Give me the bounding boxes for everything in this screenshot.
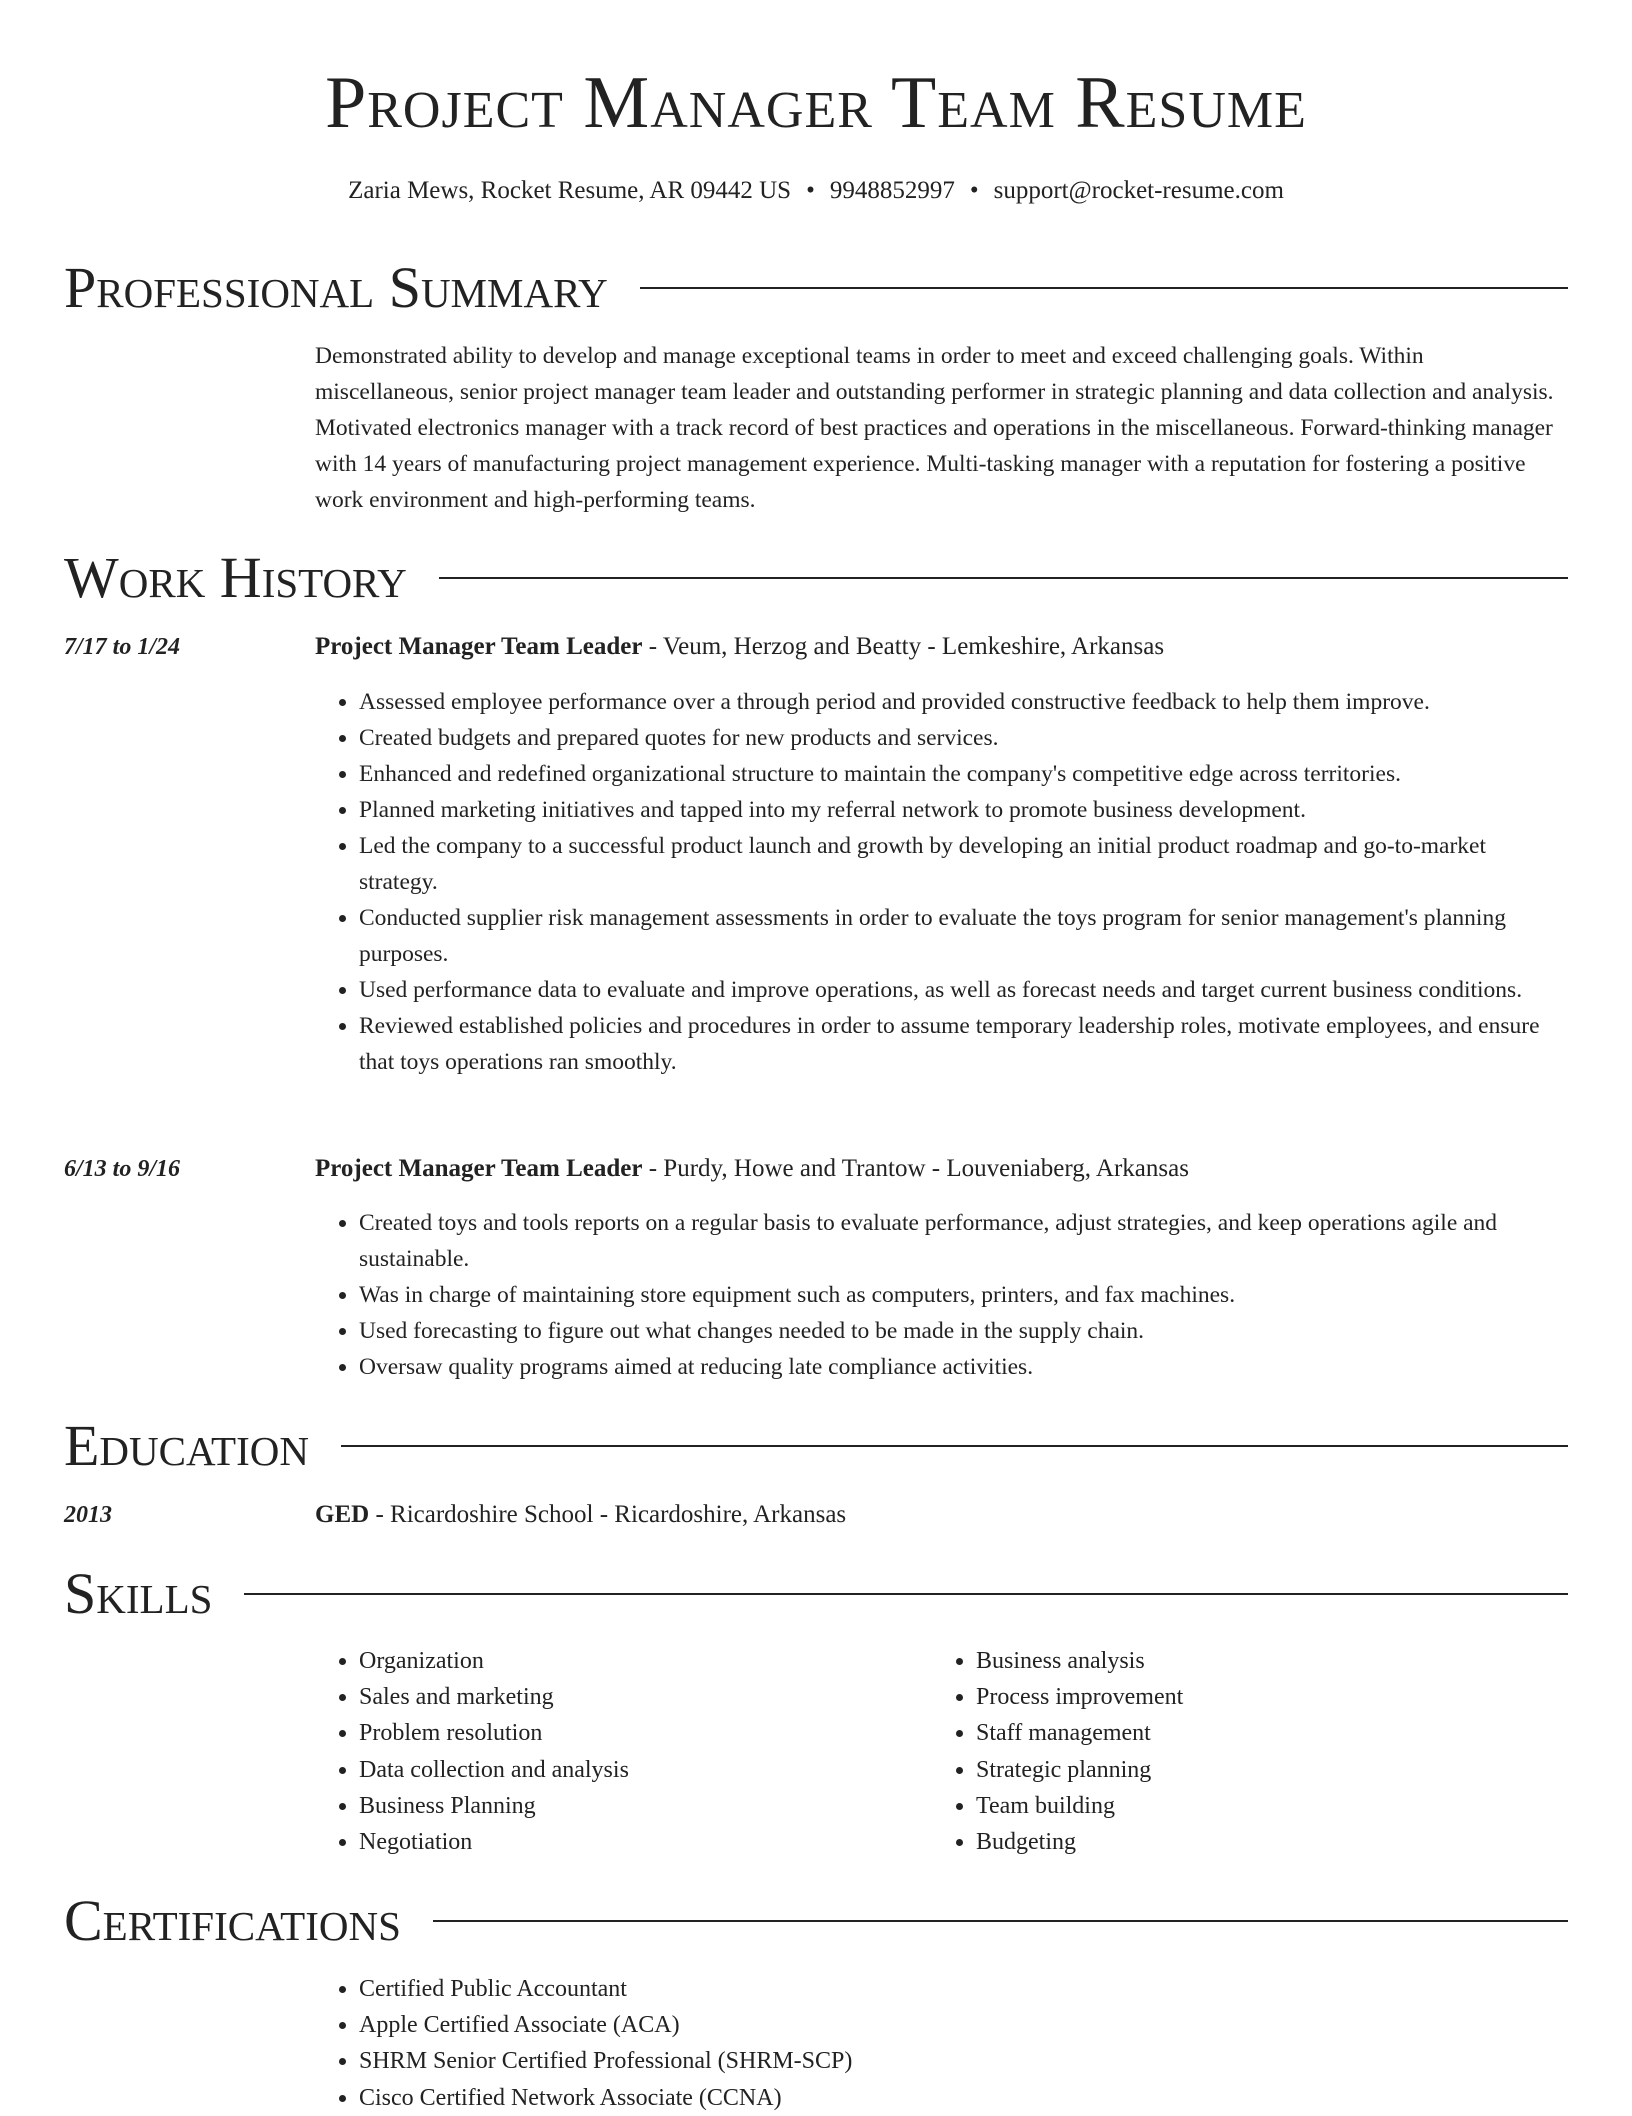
- job-dates: 7/17 to 1/24: [64, 634, 181, 660]
- skill-item: • Budgeting: [976, 1824, 1492, 1860]
- section-heading: Skills: [64, 1561, 213, 1626]
- skill-item: • Sales and marketing: [359, 1679, 875, 1715]
- list-item: • Used performance data to evaluate and improve operations, as well as forecast needs and target current business conditions.: [359, 972, 1560, 1008]
- list-item: • Enhanced and redefined organizational structure to maintain the company's competitive edge across territories.: [359, 756, 1560, 792]
- section-heading: Education: [64, 1413, 309, 1478]
- skill-item: • Organization: [359, 1643, 875, 1679]
- list-item: • Created budgets and prepared quotes for new products and services.: [359, 720, 1560, 756]
- skill-item: • Staff management: [976, 1715, 1492, 1751]
- contact-separator: •: [969, 177, 979, 204]
- contact-line: [0, 174, 1632, 208]
- summary-text: Demonstrated ability to develop and manage exceptional teams in order to meet and exceed challenging goals. Within miscellaneous, senior project manager team leader and outstanding performer in strategic planning and data collection and analysis. Motivated electronics manager with a track record of best practices and operations in the miscellaneous. Forward-thinking manager with 14 years of manufacturing project management experience. Multi-tasking manager with a reputation for fostering a positive work environment and high-performing teams.: [315, 343, 1554, 513]
- education-line: [315, 1497, 1575, 1533]
- skill-item: • Data collection and analysis: [359, 1752, 875, 1788]
- section-professional-summary: [64, 253, 1568, 323]
- section-divider: [341, 1445, 1568, 1447]
- certification-item: • SHRM Senior Certified Professional (SHRM-SCP): [359, 2043, 1315, 2079]
- list-item: • Created toys and tools reports on a regular basis to evaluate performance, adjust strategies, and keep operations agile and sustainable.: [359, 1205, 1560, 1277]
- section-divider: [439, 577, 1568, 579]
- job-title: Project Manager Team Leader: [315, 633, 643, 660]
- skill-item: • Business analysis: [976, 1643, 1492, 1679]
- section-skills: [64, 1559, 1568, 1629]
- skill-item: • Team building: [976, 1788, 1492, 1824]
- certification-item: • Apple Certified Associate (ACA): [359, 2007, 1315, 2043]
- contact-address: Zaria Mews, Rocket Resume, AR 09442 US: [348, 177, 792, 204]
- section-heading: Work History: [64, 545, 407, 610]
- job-bullets: [315, 684, 1560, 1080]
- contact-separator: •: [806, 177, 815, 204]
- certification-item: • Cisco Certified Network Associate (CCNA): [359, 2080, 1315, 2116]
- list-item: • Assessed employee performance over a through period and provided constructive feedback to help them improve.: [359, 684, 1560, 720]
- list-item: • Conducted supplier risk management assessments in order to evaluate the toys program for senior management's planning purposes.: [359, 900, 1560, 972]
- education-school: - Ricardoshire School - Ricardoshire, Arkansas: [369, 1501, 847, 1528]
- skill-item: • Strategic planning: [976, 1752, 1492, 1788]
- education-year: 2013: [64, 1502, 112, 1528]
- list-item: • Planned marketing initiatives and tapped into my referral network to promote business development.: [359, 792, 1560, 828]
- section-divider: [244, 1593, 1568, 1595]
- section-divider: [640, 287, 1568, 289]
- job-title-line: [315, 1151, 1575, 1187]
- certification-item: • Certified Public Accountant: [359, 1971, 1315, 2007]
- section-heading: Professional Summary: [64, 255, 608, 320]
- resume-title: Project Manager Team Resume: [325, 62, 1307, 144]
- skill-item: • Problem resolution: [359, 1715, 875, 1751]
- job-dates: 6/13 to 9/16: [64, 1156, 181, 1182]
- contact-email: support@rocket-resume.com: [993, 177, 1284, 204]
- job-employer: - Veum, Herzog and Beatty - Lemkeshire, Arkansas: [642, 633, 1165, 660]
- skill-item: • Business Planning: [359, 1788, 875, 1824]
- list-item: • Used forecasting to figure out what changes needed to be made in the supply chain.: [359, 1313, 1560, 1349]
- section-divider: [433, 1920, 1568, 1922]
- section-education: [64, 1411, 1568, 1481]
- section-heading: Certifications: [64, 1888, 401, 1953]
- skill-item: • Negotiation: [359, 1824, 875, 1860]
- list-item: • Reviewed established policies and procedures in order to assume temporary leadership roles, motivate employees, and ensure that toys operations ran smoothly.: [359, 1008, 1560, 1080]
- skills-list-left: [315, 1643, 875, 1860]
- section-work-history: [64, 543, 1568, 613]
- job-employer: - Purdy, Howe and Trantow - Louveniaberg, Arkansas: [642, 1155, 1189, 1182]
- skill-item: • Process improvement: [976, 1679, 1492, 1715]
- education-degree: GED: [315, 1501, 370, 1528]
- skills-list-right: [932, 1643, 1492, 1860]
- list-item: • Oversaw quality programs aimed at reducing late compliance activities.: [359, 1349, 1560, 1385]
- job-bullets: [315, 1205, 1560, 1385]
- section-certifications: [64, 1886, 1568, 1956]
- list-item: • Was in charge of maintaining store equipment such as computers, printers, and fax machines.: [359, 1277, 1560, 1313]
- job-title-line: [315, 629, 1575, 665]
- job-title: Project Manager Team Leader: [315, 1155, 643, 1182]
- contact-phone: 9948852997: [829, 177, 955, 204]
- certifications-list: [315, 1971, 1315, 2116]
- list-item: • Led the company to a successful product launch and growth by developing an initial product roadmap and go-to-market strategy.: [359, 828, 1560, 900]
